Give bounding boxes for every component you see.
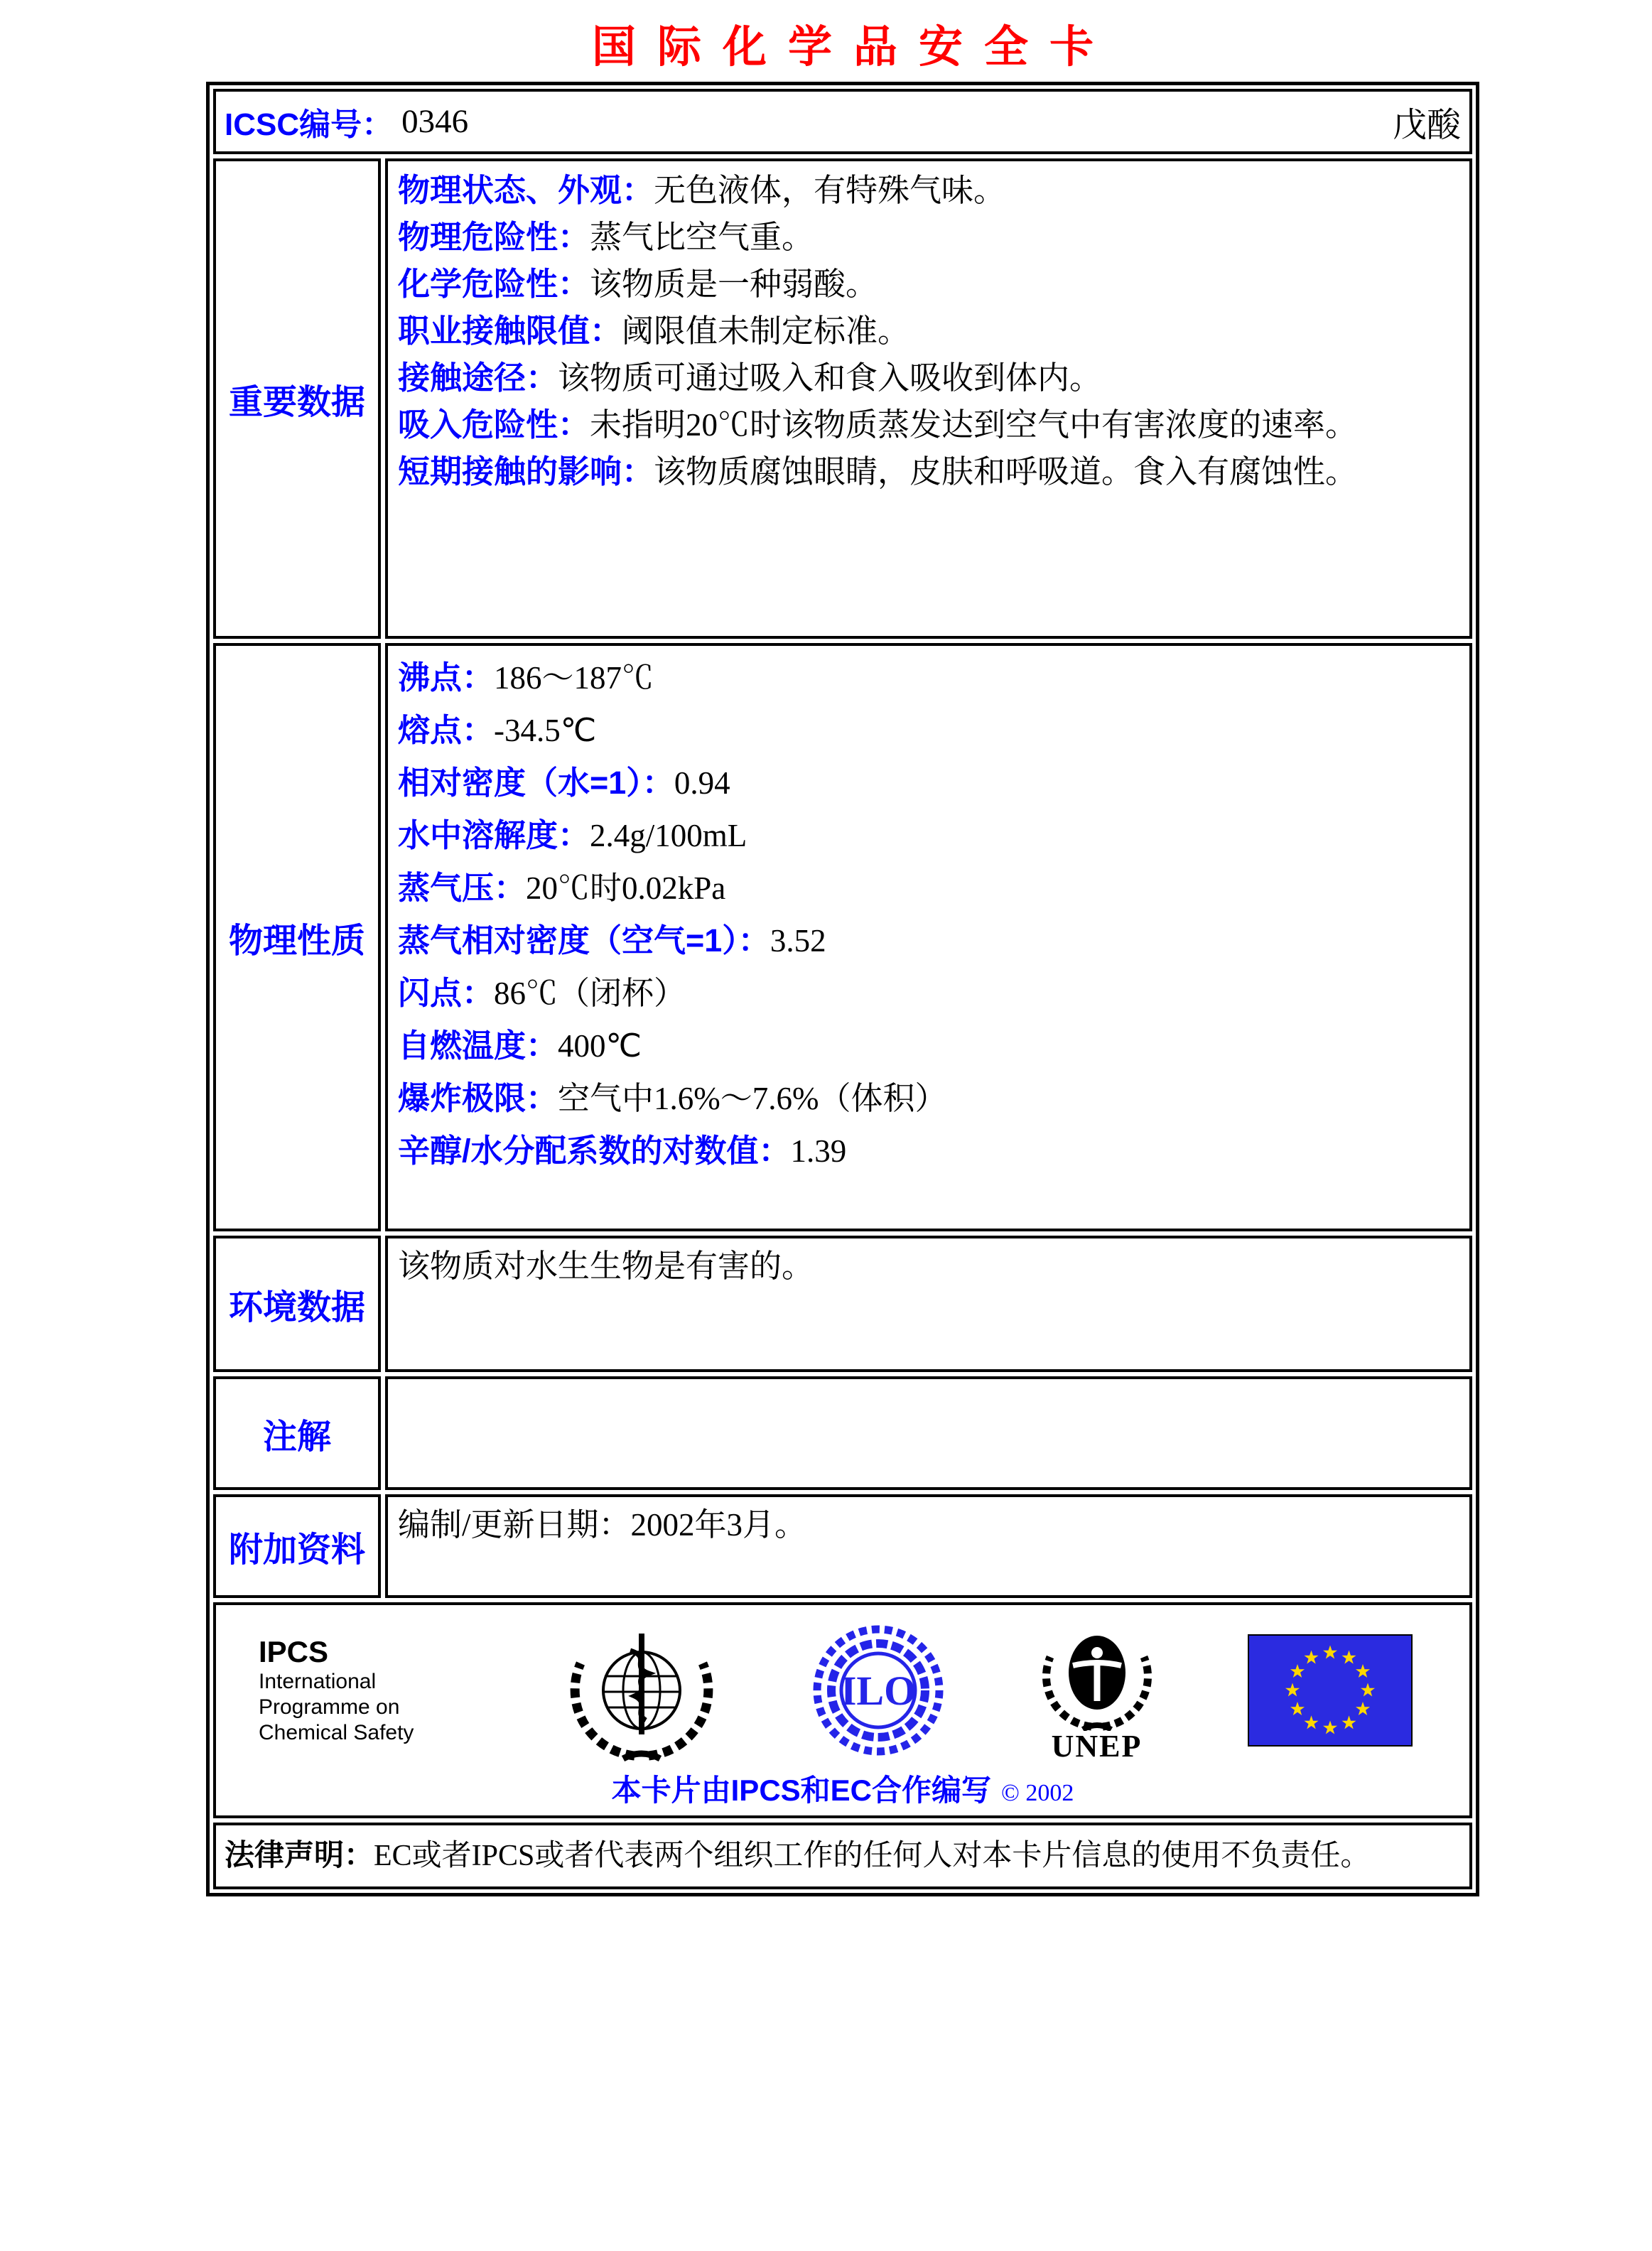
field-value: 空气中1.6%～7.6%（体积） bbox=[558, 1081, 947, 1116]
field-value: 1.39 bbox=[790, 1133, 847, 1169]
physical-properties-content-cell bbox=[385, 643, 1472, 1231]
footer-caption: 本卡片由IPCS和EC合作编写 bbox=[611, 1774, 992, 1807]
field-value: -34.5℃ bbox=[494, 713, 597, 748]
legal-row bbox=[213, 1823, 1472, 1889]
unep-wordmark: UNEP bbox=[1051, 1729, 1143, 1764]
field-value: 3.52 bbox=[770, 923, 826, 959]
occupational-exposure-limits-line bbox=[398, 308, 1459, 355]
header-row bbox=[213, 89, 1472, 154]
explosive-limits-line bbox=[398, 1072, 1459, 1125]
important-data-content-cell bbox=[385, 158, 1472, 639]
relative-density-line bbox=[398, 757, 1459, 809]
icsc-number-label: ICSC编号： bbox=[225, 107, 394, 142]
icsc-number-value: 0346 bbox=[401, 103, 469, 140]
additional-info-row bbox=[213, 1494, 1472, 1598]
field-label: 蒸气相对密度（空气=1）： bbox=[398, 922, 770, 959]
field-label: 闪点： bbox=[398, 975, 495, 1011]
ipcs-name-line1: International bbox=[259, 1670, 377, 1693]
important-data-row bbox=[213, 158, 1472, 639]
environmental-data-label-cell bbox=[213, 1236, 381, 1372]
page-title: 国际化学品安全卡 bbox=[591, 23, 1115, 72]
physical-hazards-line bbox=[398, 214, 1459, 261]
who-logo-image bbox=[566, 1615, 717, 1766]
ilo-letters: ILO bbox=[840, 1668, 917, 1714]
ipcs-text-block bbox=[259, 1635, 472, 1746]
environmental-data-content-cell bbox=[385, 1236, 1472, 1372]
icsc-card-table bbox=[206, 82, 1479, 1896]
legal-cell bbox=[213, 1823, 1472, 1889]
field-value: 未指明20℃时该物质蒸发达到空气中有害浓度的速率。 bbox=[590, 407, 1358, 443]
field-value: 该物质是一种弱酸。 bbox=[590, 266, 878, 302]
field-label: 自燃温度： bbox=[398, 1027, 558, 1064]
logos-row bbox=[237, 1615, 1448, 1766]
section-label-environmental-data: 环境数据 bbox=[228, 1288, 365, 1327]
notes-label-cell bbox=[213, 1376, 381, 1490]
notes-content-cell bbox=[385, 1376, 1472, 1490]
field-label: 蒸气压： bbox=[398, 870, 527, 906]
section-label-notes: 注解 bbox=[262, 1418, 331, 1456]
autoignition-temperature-line bbox=[398, 1020, 1459, 1072]
field-value: 86℃（闭杯） bbox=[494, 976, 686, 1011]
field-value: 186～187℃ bbox=[494, 660, 654, 696]
melting-point-line bbox=[398, 704, 1459, 757]
field-label: 沸点： bbox=[398, 659, 495, 696]
field-value: 蒸气比空气重。 bbox=[590, 220, 814, 255]
who-logo bbox=[566, 1615, 717, 1766]
notes-row bbox=[213, 1376, 1472, 1490]
field-label: 化学危险性： bbox=[398, 266, 590, 302]
additional-info-content-cell bbox=[385, 1494, 1472, 1598]
physical-properties-label-cell bbox=[213, 643, 381, 1231]
ipcs-acronym: IPCS bbox=[259, 1635, 329, 1668]
environmental-data-text: 该物质对水生生物是有害的。 bbox=[398, 1248, 814, 1284]
eu-flag-image bbox=[1248, 1634, 1413, 1747]
legal-text: EC或者IPCS或者代表两个组织工作的任何人对本卡片信息的使用不负责任。 bbox=[374, 1840, 1371, 1872]
legal-label: 法律声明： bbox=[225, 1838, 374, 1872]
field-value: 0.94 bbox=[674, 765, 730, 801]
footer-caption-row bbox=[237, 1767, 1448, 1810]
field-label: 熔点： bbox=[398, 712, 495, 748]
flash-point-line bbox=[398, 967, 1459, 1020]
field-label: 短期接触的影响： bbox=[398, 453, 654, 490]
physical-properties-row bbox=[213, 643, 1472, 1231]
section-label-important-data: 重要数据 bbox=[228, 383, 365, 421]
eu-flag bbox=[1248, 1634, 1413, 1747]
footer-row bbox=[213, 1602, 1472, 1818]
additional-info-text: 编制/更新日期：2002年3月。 bbox=[398, 1507, 807, 1543]
icsc-number-group bbox=[225, 99, 468, 144]
section-label-additional-info: 附加资料 bbox=[228, 1531, 365, 1569]
short-term-exposure-effects-line bbox=[398, 448, 1459, 495]
water-solubility-line bbox=[398, 809, 1459, 862]
field-label: 水中溶解度： bbox=[398, 817, 590, 853]
additional-info-label-cell bbox=[213, 1494, 381, 1598]
octanol-water-partition-line bbox=[398, 1125, 1459, 1177]
field-value: 该物质腐蚀眼睛，皮肤和呼吸道。食入有腐蚀性。 bbox=[654, 454, 1358, 490]
environmental-data-row bbox=[213, 1236, 1472, 1372]
header-cell bbox=[213, 89, 1472, 154]
ipcs-name-line2: Programme on bbox=[259, 1695, 400, 1719]
legal-declaration bbox=[225, 1837, 1461, 1874]
chemical-name: 戊酸 bbox=[1392, 106, 1461, 144]
ilo-logo-image bbox=[811, 1623, 946, 1758]
field-label: 职业接触限值： bbox=[398, 313, 622, 349]
chemical-hazards-line bbox=[398, 261, 1459, 308]
unep-logo-image bbox=[1040, 1619, 1154, 1731]
field-value: 2.4g/100mL bbox=[590, 818, 747, 853]
field-label: 爆炸极限： bbox=[398, 1080, 558, 1116]
field-label: 相对密度（水=1）： bbox=[398, 765, 674, 801]
footer-cell bbox=[213, 1602, 1472, 1818]
inhalation-risk-line bbox=[398, 401, 1459, 448]
field-value: 20℃时0.02kPa bbox=[526, 870, 726, 906]
boiling-point-line bbox=[398, 652, 1459, 704]
vapor-relative-density-line bbox=[398, 914, 1459, 967]
vapor-pressure-line bbox=[398, 862, 1459, 914]
field-label: 吸入危险性： bbox=[398, 406, 590, 443]
field-label: 物理状态、外观： bbox=[398, 172, 654, 208]
footer-copyright: © 2002 bbox=[1001, 1780, 1074, 1806]
ilo-logo bbox=[811, 1623, 946, 1758]
routes-of-exposure-line bbox=[398, 355, 1459, 401]
unep-logo bbox=[1040, 1619, 1154, 1762]
section-label-physical-properties: 物理性质 bbox=[228, 922, 365, 960]
field-value: 400℃ bbox=[558, 1028, 642, 1064]
ipcs-name-line3: Chemical Safety bbox=[259, 1721, 414, 1744]
field-label: 辛醇/水分配系数的对数值： bbox=[398, 1133, 791, 1169]
field-value: 阈限值未制定标准。 bbox=[622, 313, 910, 349]
field-label: 接触途径： bbox=[398, 360, 558, 396]
physical-state-appearance-line bbox=[398, 167, 1459, 214]
field-value: 无色液体，有特殊气味。 bbox=[654, 173, 1006, 208]
field-value: 该物质可通过吸入和食入吸收到体内。 bbox=[558, 360, 1102, 396]
field-label: 物理危险性： bbox=[398, 219, 590, 255]
important-data-label-cell bbox=[213, 158, 381, 639]
